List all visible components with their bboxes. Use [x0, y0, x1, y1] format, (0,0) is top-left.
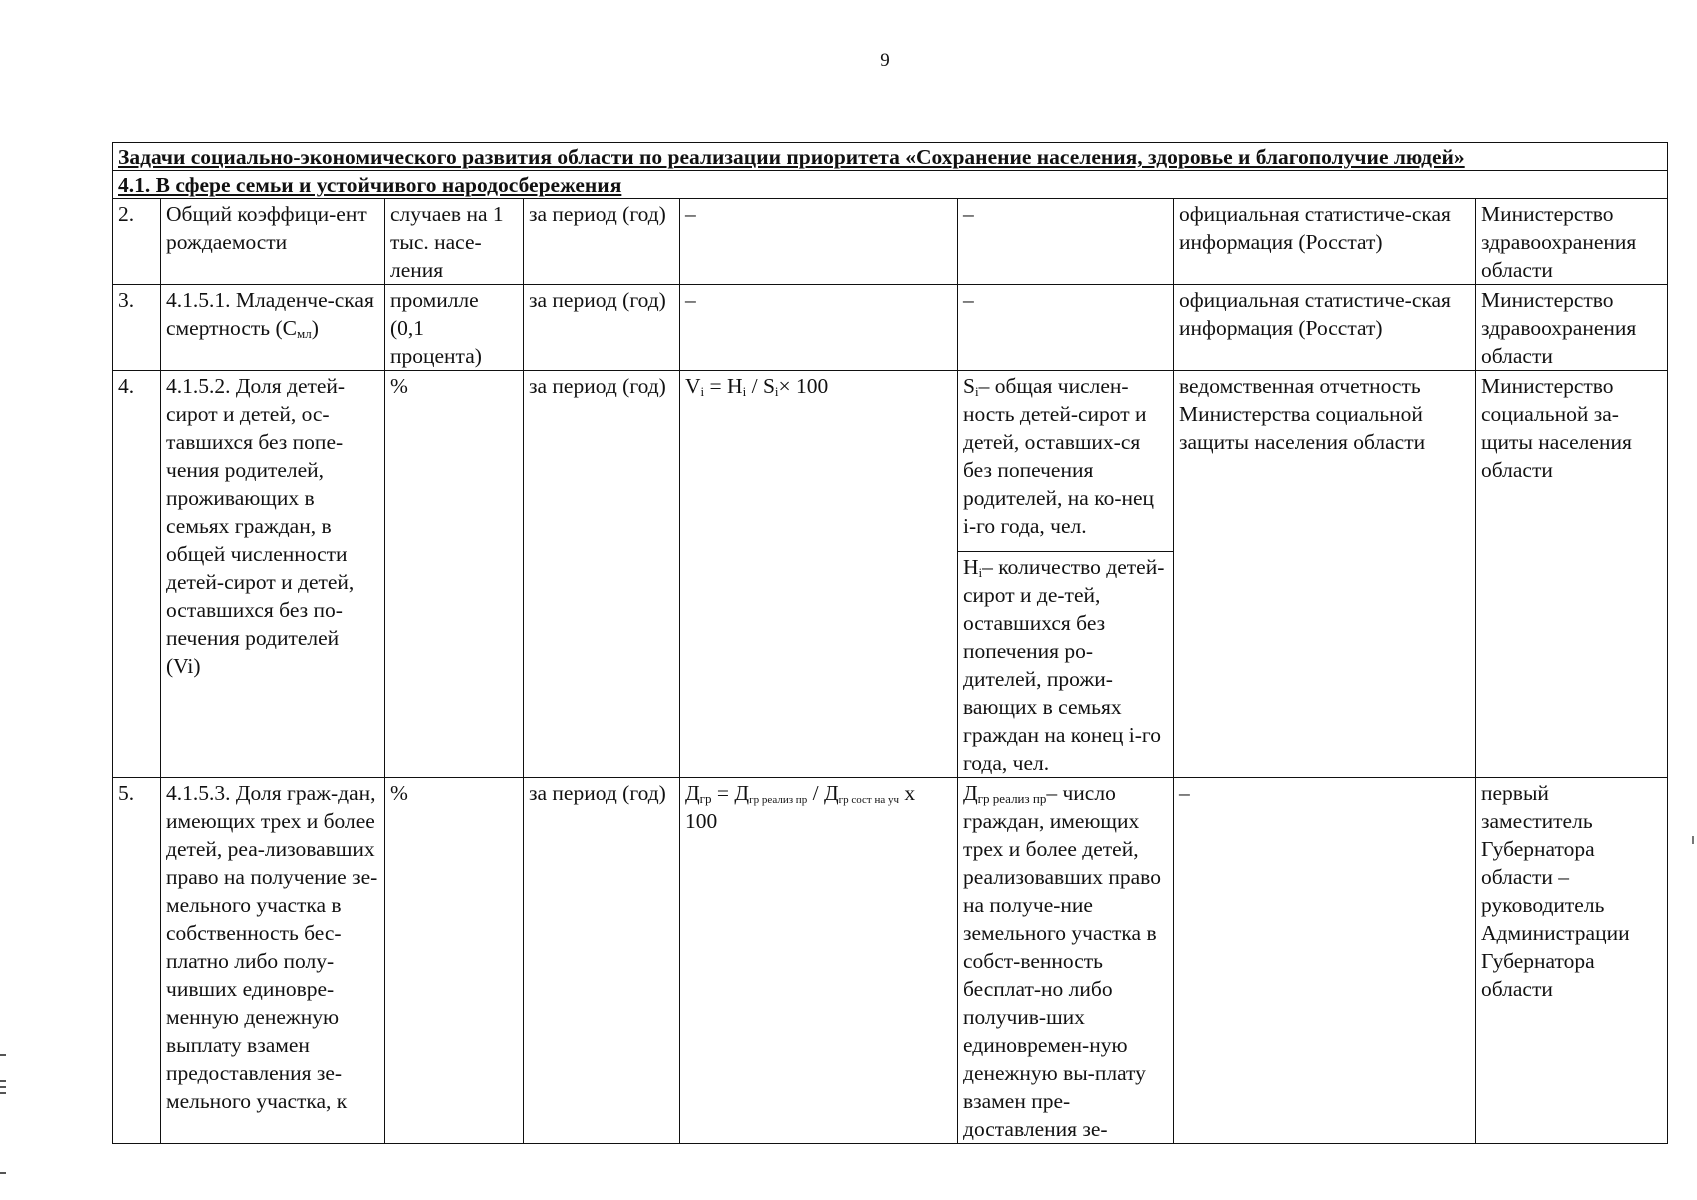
scan-edge-mark	[0, 1092, 6, 1094]
period-cell: за период (год)	[524, 285, 680, 371]
params-cell: –	[958, 199, 1174, 285]
scan-edge-mark	[0, 1172, 6, 1174]
table-row	[113, 371, 1668, 778]
params-cell: –	[958, 285, 1174, 371]
scan-edge-mark	[1692, 836, 1694, 844]
period-cell: за период (год)	[524, 778, 680, 1144]
scan-edge-mark	[0, 1080, 6, 1082]
formula-cell: $V_i = H_i / S_i\times 100$	[680, 371, 958, 778]
title-row	[113, 143, 1668, 171]
row-number: 3.	[113, 285, 161, 371]
row-number: 2.	[113, 199, 161, 285]
responsible-cell: Министерство здравоохранения области	[1476, 285, 1668, 371]
period-cell: за период (год)	[524, 371, 680, 778]
section-title: 4.1. В сфере семьи и устойчивого народосбережения	[118, 173, 622, 197]
indicators-table	[112, 142, 1668, 1144]
unit-cell: %	[385, 371, 524, 778]
responsible-cell: Министерство социальной за-щиты населения области	[1476, 371, 1668, 778]
formula-cell: –	[680, 285, 958, 371]
params-cell: $Д_{гр реализ пр}-$ число граждан, имеющих трех и более детей, реализовавших право на получе-ние земельного участка в собст-венность бесплат-но либо получив-ших единовремен-ную денежную вы-плату взамен пре-доставления зе-	[958, 778, 1174, 1144]
unit-cell: промилле (0,1 процента)	[385, 285, 524, 371]
indicator-name: 4.1.5.2. Доля детей-сирот и детей, ос-тавшихся без попе-чения родителей, проживающих в семьях граждан, в общей численности детей-сирот и детей, оставшихся без по-печения родителей (Vi)	[161, 371, 385, 778]
row-number: 5.	[113, 778, 161, 1144]
source-cell: –	[1174, 778, 1476, 1144]
row-number: 4.	[113, 371, 161, 778]
unit-cell: %	[385, 778, 524, 1144]
param-s: $S_i-$ общая числен-ность детей-сирот и детей, оставших-ся без попечения родителей, на ко-нец i-го года, чел.	[963, 374, 1155, 538]
responsible-cell: Министерство здравоохранения области	[1476, 199, 1668, 285]
page-number: 9	[880, 50, 890, 71]
formula-cell: –	[680, 199, 958, 285]
table-row	[113, 285, 1668, 371]
indicator-name: Общий коэффици-ент рождаемости	[161, 199, 385, 285]
scan-edge-mark	[0, 1054, 6, 1056]
source-cell: официальная статистиче-ская информация (Росстат)	[1174, 199, 1476, 285]
params-cell	[958, 371, 1174, 778]
scan-edge-mark	[0, 1086, 6, 1088]
table-title: Задачи социально-экономического развития области по реализации приоритета «Сохранение населения, здоровье и благополучие людей»	[118, 145, 1465, 169]
table-row	[113, 199, 1668, 285]
period-cell: за период (год)	[524, 199, 680, 285]
section-row	[113, 171, 1668, 199]
indicator-name: 4.1.5.1. Младенче-ская смертность $(С_{мл})$	[161, 285, 385, 371]
table-row	[113, 778, 1668, 1144]
formula-cell: $Д_{гр} = Д_{гр реализ пр} / Д_{гр сост на уч}$ x 100	[680, 778, 958, 1144]
source-cell: ведомственная отчетность Министерства социальной защиты населения области	[1174, 371, 1476, 778]
unit-cell: случаев на 1 тыс. насе-ления	[385, 199, 524, 285]
indicator-name: 4.1.5.3. Доля граж-дан, имеющих трех и более детей, реа-лизовавших право на получение зе-мельного участка в собственность бес-платно либо полу-чивших единовре-менную денежную выплату взамен предоставления зе-мельного участка, к	[161, 778, 385, 1144]
source-cell: официальная статистиче-ская информация (Росстат)	[1174, 285, 1476, 371]
param-h: $H_i-$ количество детей-сирот и де-тей, оставшихся без попечения ро-дителей, прожи-вающих в семьях граждан на конец i-го года, чел.	[958, 551, 1173, 777]
responsible-cell: первый заместитель Губернатора области – руководитель Администрации Губернатора области	[1476, 778, 1668, 1144]
